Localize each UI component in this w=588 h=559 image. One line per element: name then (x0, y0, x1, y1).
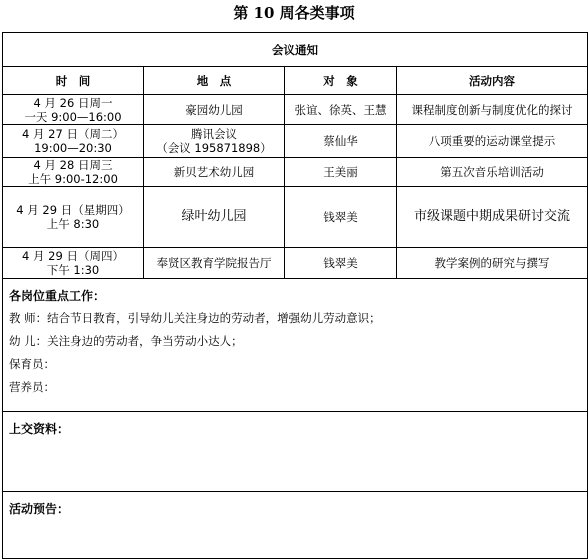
duties-cell (3, 279, 588, 412)
place-name: 腾讯会议 (191, 127, 237, 141)
target-cell: 王美丽 (285, 158, 397, 187)
place-cell (144, 125, 285, 158)
column-header-target: 对 象 (285, 67, 397, 95)
content-cell: 八项重要的运动课堂提示 (397, 125, 588, 158)
page-title: 第 10 周各类事项 (233, 4, 355, 22)
column-header-row (3, 67, 588, 95)
time-hours: 上午 8:30 (46, 217, 100, 231)
duty-teacher: 教 师：结合节日教育，引导幼儿关注身边的劳动者，增强幼儿劳动意识； (9, 311, 381, 325)
duty-children: 幼 儿：关注身边的劳动者，争当劳动小达人； (9, 334, 243, 348)
column-header-time: 时 间 (3, 67, 144, 95)
time-hours: 下午 1:30 (46, 263, 100, 277)
table-row (3, 95, 588, 125)
duties-section (3, 279, 588, 412)
table-row (3, 248, 588, 279)
duty-nutritionist: 营养员： (9, 380, 55, 394)
content-cell: 市级课题中期成果研讨交流 (397, 187, 588, 248)
time-cell (3, 187, 144, 248)
content-cell: 教学案例的研究与撰写 (397, 248, 588, 279)
time-hours: 一天 9:00—16:00 (24, 109, 122, 124)
time-date: 4 月 27 日（周二） (22, 127, 124, 141)
place-cell: 绿叶幼儿园 (144, 187, 285, 248)
time-hours: 上午 9:00-12:00 (28, 172, 118, 186)
table-row (3, 125, 588, 158)
time-date: 4 月 28 日周三 (33, 158, 113, 172)
target-cell: 蔡仙华 (285, 125, 397, 158)
duty-caregiver: 保育员： (9, 357, 55, 371)
schedule-table (2, 32, 588, 559)
place-cell: 豪园幼儿园 (144, 95, 285, 125)
time-date: 4 月 26 日周一 (33, 95, 113, 110)
submit-heading: 上交资料： (9, 422, 70, 436)
notice-heading: 会议通知 (3, 33, 588, 67)
place-detail: （会议 195871898） (156, 141, 272, 155)
place-cell: 新贝艺术幼儿园 (144, 158, 285, 187)
place-cell: 奉贤区教育学院报告厅 (144, 248, 285, 279)
time-cell (3, 158, 144, 187)
time-cell (3, 95, 144, 125)
time-cell (3, 248, 144, 279)
time-date: 4 月 29 日（星期四） (16, 203, 130, 217)
time-cell (3, 125, 144, 158)
content-cell: 第五次音乐培训活动 (397, 158, 588, 187)
table-row (3, 158, 588, 187)
preview-cell (3, 492, 588, 559)
target-cell: 钱翠美 (285, 187, 397, 248)
target-cell: 张谊、徐英、王慧 (285, 95, 397, 125)
submit-cell (3, 412, 588, 492)
submit-section (3, 412, 588, 492)
table-row (3, 187, 588, 248)
column-header-content: 活动内容 (397, 67, 588, 95)
preview-heading: 活动预告： (9, 502, 70, 516)
duties-heading: 各岗位重点工作： (9, 289, 106, 303)
preview-section (3, 492, 588, 559)
column-header-place: 地 点 (144, 67, 285, 95)
time-hours: 19:00—20:30 (34, 141, 112, 155)
content-cell: 课程制度创新与制度优化的探讨 (397, 95, 588, 125)
target-cell: 钱翠美 (285, 248, 397, 279)
time-date: 4 月 29 日（周四） (22, 249, 124, 263)
